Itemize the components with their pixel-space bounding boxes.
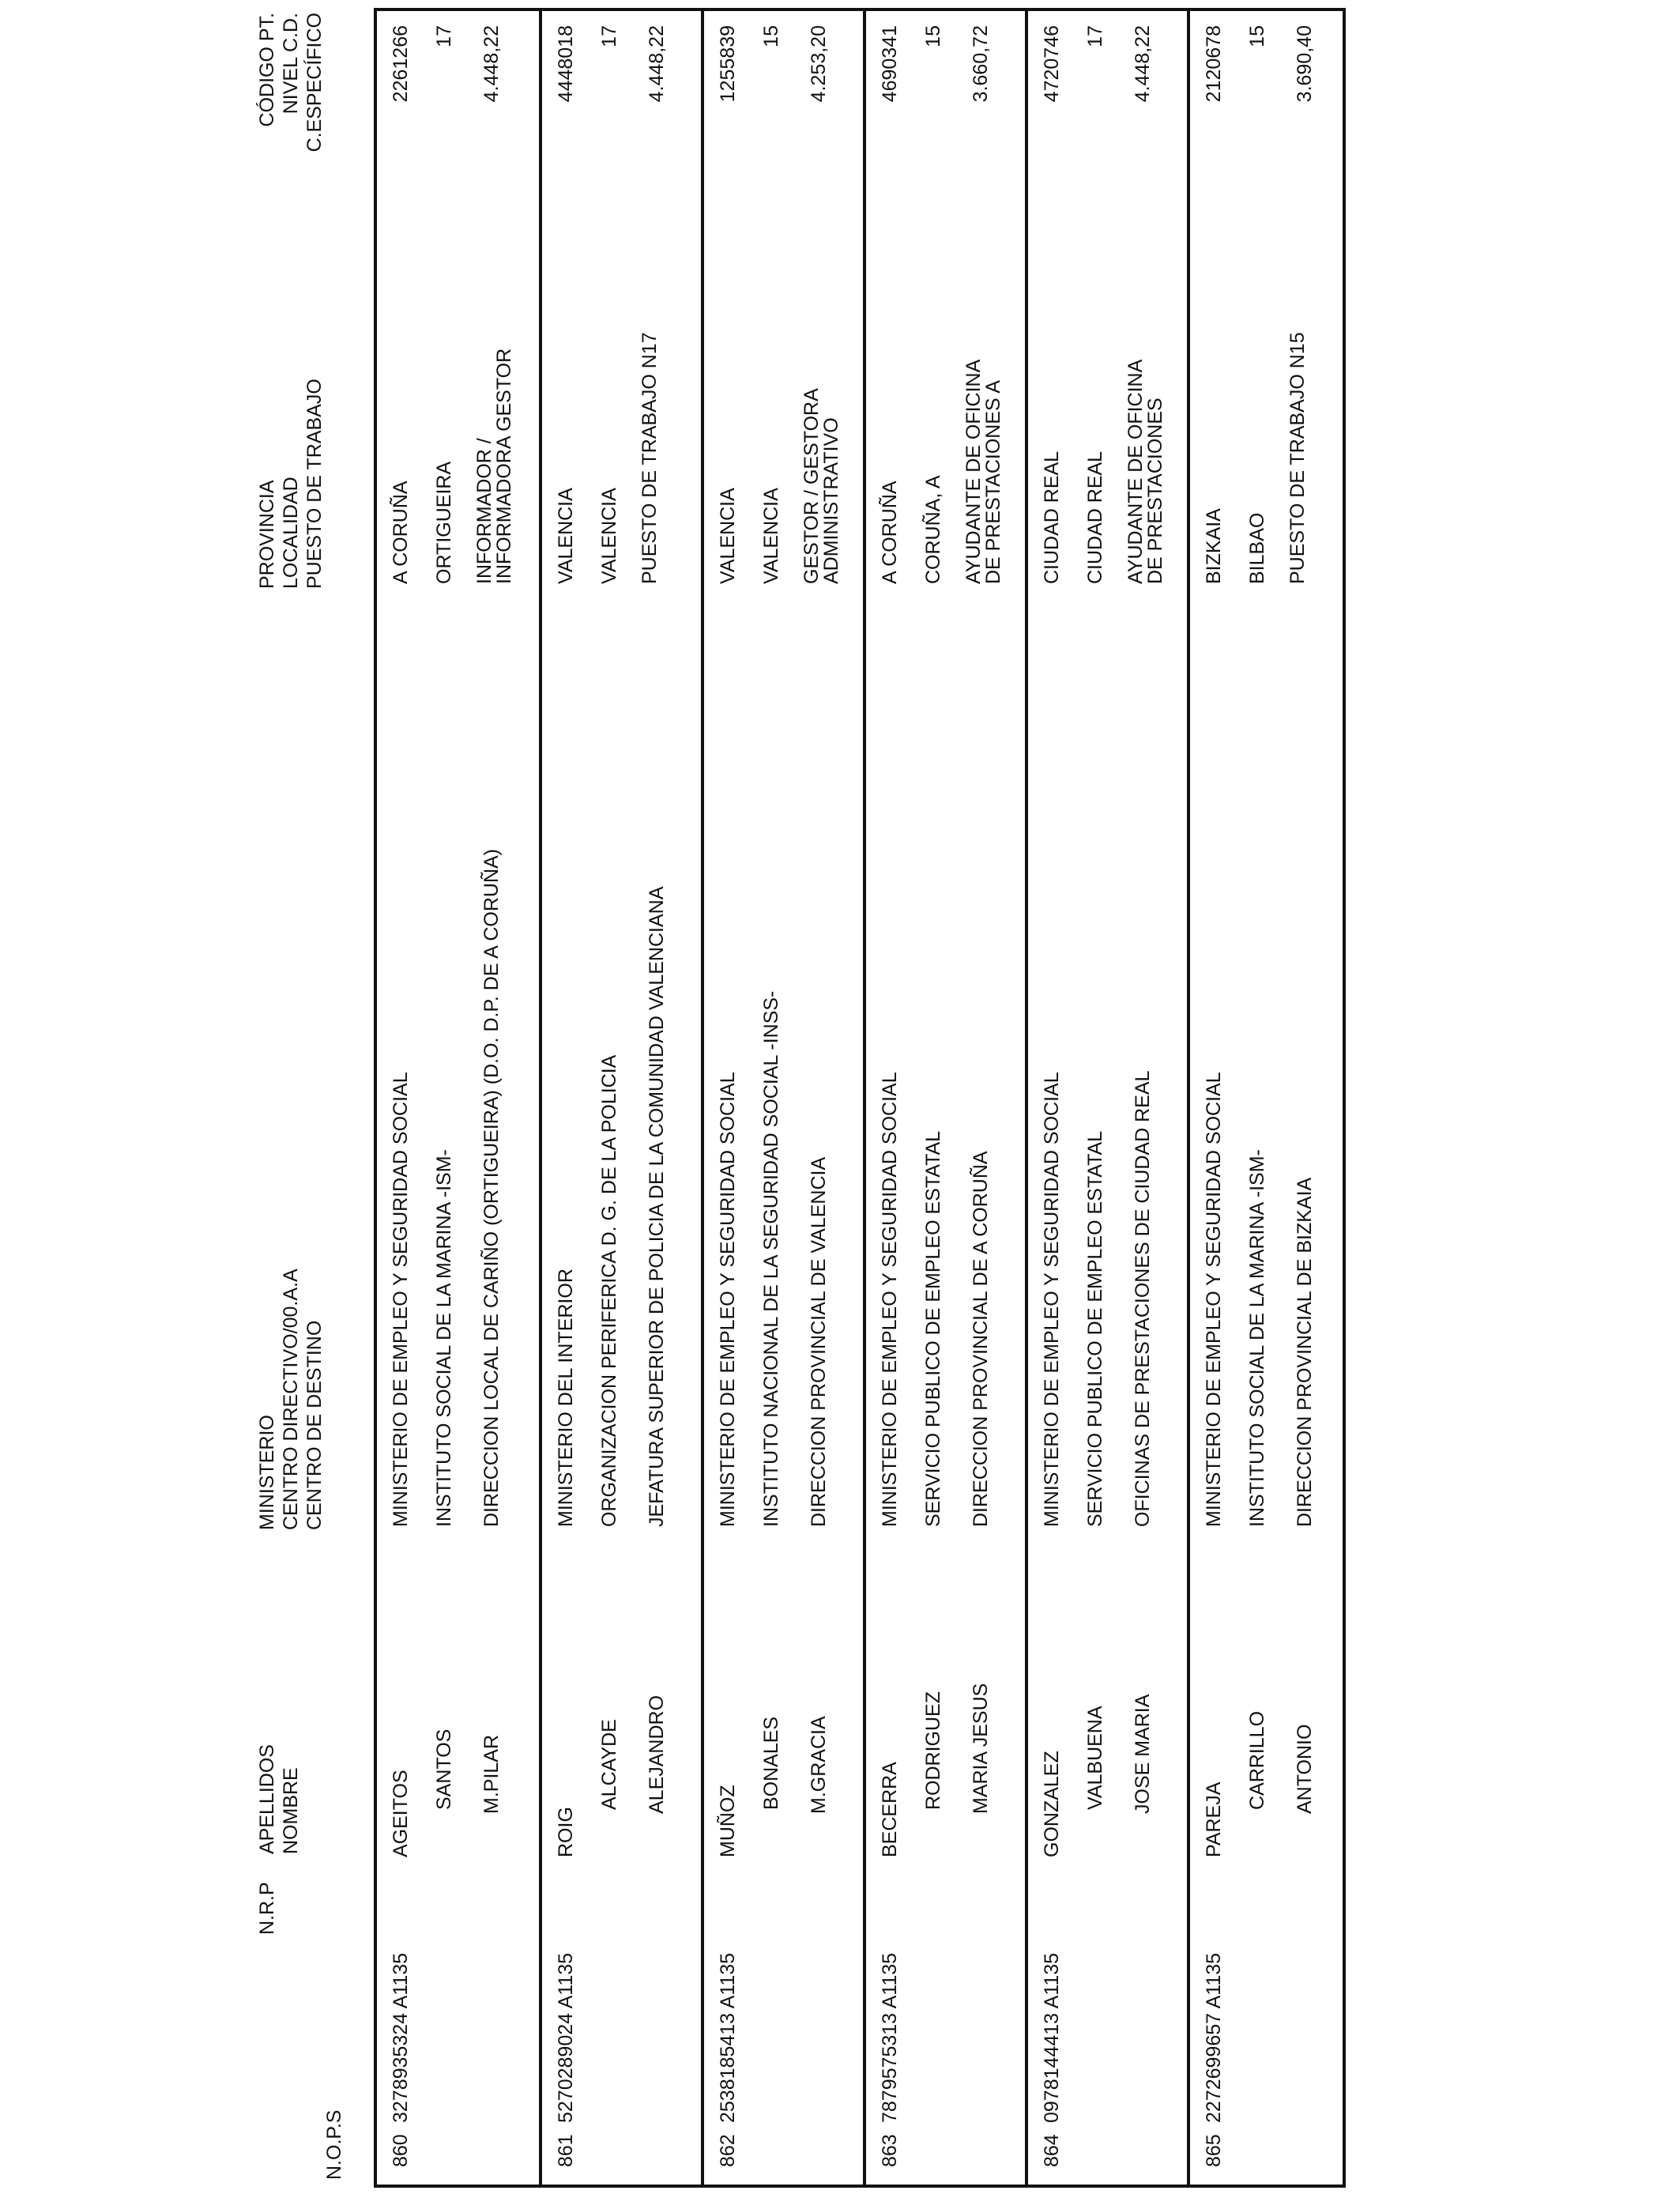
destinos-table bbox=[374, 8, 1346, 2188]
header-nrp bbox=[255, 1882, 358, 1935]
cell-localidad: ORTIGUEIRA bbox=[433, 461, 455, 584]
cell-especifico: 3.660,72 bbox=[970, 25, 992, 103]
cell-nombre: ANTONIO bbox=[1294, 1724, 1316, 1814]
cell-nivel: 15 bbox=[922, 25, 944, 47]
cell-especifico: 4.448,22 bbox=[480, 25, 503, 103]
cell-puesto: AYUDANTE DE OFICINA DE PRESTACIONES A bbox=[962, 360, 1004, 584]
cell-nrp: 5270289024 A1135 bbox=[555, 1952, 577, 2123]
cell-puesto: AYUDANTE DE OFICINA DE PRESTACIONES bbox=[1124, 360, 1166, 584]
cell-nivel: 15 bbox=[760, 25, 782, 47]
cell-codigo: 4720746 bbox=[1041, 25, 1063, 103]
header-nrp-label: N.R.P bbox=[256, 1882, 278, 1935]
cell-nombre: ALEJANDRO bbox=[646, 1695, 668, 1814]
header-apellidos-label: APELLIDOS bbox=[256, 1744, 278, 1854]
header-provincia bbox=[255, 379, 358, 589]
header-ministerio-label: MINISTERIO bbox=[256, 1415, 278, 1530]
header-nivel-label: NIVEL C.D. bbox=[280, 13, 302, 115]
header-provincia-label: PROVINCIA bbox=[256, 480, 278, 589]
cell-ministerio: MINISTERIO DE EMPLEO Y SEGURIDAD SOCIAL bbox=[1203, 1072, 1225, 1527]
table-row bbox=[863, 11, 1025, 2185]
cell-nombre: M.PILAR bbox=[480, 1734, 503, 1814]
cell-apellido1: GONZALEZ bbox=[1041, 1751, 1063, 1857]
cell-especifico: 4.448,22 bbox=[646, 25, 668, 103]
cell-codigo: 1255839 bbox=[717, 25, 739, 103]
header-apellidos bbox=[255, 1744, 358, 1854]
cell-centro-directivo: INSTITUTO SOCIAL DE LA MARINA -ISM- bbox=[433, 1149, 455, 1527]
cell-nivel: 17 bbox=[433, 25, 455, 47]
header-codigo-label: CÓDIGO PT. bbox=[256, 13, 278, 127]
cell-ministerio: MINISTERIO DE EMPLEO Y SEGURIDAD SOCIAL bbox=[390, 1072, 412, 1527]
cell-ministerio: MINISTERIO DE EMPLEO Y SEGURIDAD SOCIAL bbox=[717, 1072, 739, 1527]
cell-localidad: CIUDAD REAL bbox=[1084, 450, 1106, 584]
cell-localidad: VALENCIA bbox=[598, 488, 620, 584]
cell-puesto: GESTOR / GESTORA ADMINISTRATIVO bbox=[800, 389, 842, 584]
cell-apellido2: CARRILLO bbox=[1246, 1710, 1268, 1810]
cell-centro-directivo: ORGANIZACION PERIFERICA D. G. DE LA POLICIA bbox=[598, 1054, 620, 1527]
cell-apellido2: BONALES bbox=[760, 1716, 782, 1810]
cell-apellido2: ALCAYDE bbox=[598, 1719, 620, 1810]
cell-provincia: CIUDAD REAL bbox=[1041, 450, 1063, 584]
cell-apellido2: RODRIGUEZ bbox=[922, 1691, 944, 1810]
cell-centro-destino: DIRECCION PROVINCIAL DE BIZKAIA bbox=[1294, 1177, 1316, 1527]
header-centro-directivo-label: CENTRO DIRECTIVO/00.A.A bbox=[280, 1269, 302, 1530]
cell-codigo: 4448018 bbox=[555, 25, 577, 103]
header-codigo bbox=[255, 13, 358, 187]
cell-provincia: A CORUÑA bbox=[390, 481, 412, 584]
cell-centro-directivo: INSTITUTO NACIONAL DE LA SEGURIDAD SOCIAL -INSS- bbox=[760, 990, 782, 1527]
cell-centro-destino: DIRECCION PROVINCIAL DE VALENCIA bbox=[808, 1156, 830, 1527]
cell-apellido1: AGEITOS bbox=[390, 1770, 412, 1857]
cell-nrp: 3278935324 A1135 bbox=[390, 1952, 412, 2123]
cell-centro-destino: DIRECCION LOCAL DE CARIÑO (ORTIGUEIRA) (D.O. D.P. DE A CORUÑA) bbox=[480, 849, 503, 1527]
cell-nivel: 15 bbox=[1246, 25, 1268, 47]
cell-nivel: 17 bbox=[598, 25, 620, 47]
cell-centro-destino: OFICINAS DE PRESTACIONES DE CIUDAD REAL bbox=[1132, 1070, 1154, 1527]
cell-nombre: M.GRACIA bbox=[808, 1716, 830, 1814]
cell-provincia: BIZKAIA bbox=[1203, 508, 1225, 584]
cell-codigo: 2120678 bbox=[1203, 25, 1225, 103]
cell-codigo: 4690341 bbox=[879, 25, 901, 103]
cell-apellido1: ROIG bbox=[555, 1807, 577, 1857]
cell-provincia: VALENCIA bbox=[717, 488, 739, 584]
cell-especifico: 3.690,40 bbox=[1294, 25, 1316, 103]
cell-nombre: JOSE MARIA bbox=[1132, 1694, 1154, 1814]
header-nops-label: N.O.P.S bbox=[323, 2109, 345, 2180]
cell-apellido1: BECERRA bbox=[879, 1762, 901, 1857]
cell-localidad: CORUÑA, A bbox=[922, 475, 944, 584]
cell-num: 861 bbox=[555, 2134, 577, 2167]
cell-num: 860 bbox=[390, 2134, 412, 2167]
cell-num: 864 bbox=[1041, 2134, 1063, 2167]
cell-provincia: VALENCIA bbox=[555, 488, 577, 584]
header-localidad-label: LOCALIDAD bbox=[280, 477, 302, 589]
cell-nrp: 2272699657 A1135 bbox=[1203, 1952, 1225, 2123]
table-row bbox=[701, 11, 863, 2185]
cell-nivel: 17 bbox=[1084, 25, 1106, 47]
table-row bbox=[377, 11, 539, 2185]
cell-nrp: 0978144413 A1135 bbox=[1041, 1952, 1063, 2123]
cell-localidad: BILBAO bbox=[1246, 512, 1268, 584]
cell-centro-destino: JEFATURA SUPERIOR DE POLICIA DE LA COMUNIDAD VALENCIANA bbox=[646, 886, 668, 1527]
cell-num: 865 bbox=[1203, 2134, 1225, 2167]
cell-localidad: VALENCIA bbox=[760, 488, 782, 584]
header-especifico-label: C.ESPECÍFICO bbox=[303, 13, 326, 153]
cell-apellido2: SANTOS bbox=[433, 1728, 455, 1810]
header-centro-destino-label: CENTRO DE DESTINO bbox=[303, 1320, 326, 1530]
header-puesto-label: PUESTO DE TRABAJO bbox=[303, 379, 326, 589]
cell-especifico: 4.253,20 bbox=[808, 25, 830, 103]
cell-nrp: 2538185413 A1135 bbox=[717, 1952, 739, 2123]
cell-centro-directivo: SERVICIO PUBLICO DE EMPLEO ESTATAL bbox=[922, 1130, 944, 1527]
cell-num: 863 bbox=[879, 2134, 901, 2167]
cell-num: 862 bbox=[717, 2134, 739, 2167]
cell-ministerio: MINISTERIO DEL INTERIOR bbox=[555, 1269, 577, 1527]
cell-apellido2: VALBUENA bbox=[1084, 1706, 1106, 1810]
cell-puesto: PUESTO DE TRABAJO N15 bbox=[1286, 332, 1309, 584]
cell-apellido1: MUÑOZ bbox=[717, 1785, 739, 1857]
table-row bbox=[1187, 11, 1349, 2185]
header-nombre-label: NOMBRE bbox=[280, 1767, 302, 1854]
cell-nombre: MARIA JESUS bbox=[970, 1683, 992, 1814]
cell-ministerio: MINISTERIO DE EMPLEO Y SEGURIDAD SOCIAL bbox=[1041, 1072, 1063, 1527]
cell-nrp: 7879575313 A1135 bbox=[879, 1952, 901, 2123]
cell-ministerio: MINISTERIO DE EMPLEO Y SEGURIDAD SOCIAL bbox=[879, 1072, 901, 1527]
cell-centro-directivo: SERVICIO PUBLICO DE EMPLEO ESTATAL bbox=[1084, 1130, 1106, 1527]
cell-puesto: PUESTO DE TRABAJO N17 bbox=[638, 332, 661, 584]
cell-provincia: A CORUÑA bbox=[879, 481, 901, 584]
cell-centro-destino: DIRECCION PROVINCIAL DE A CORUÑA bbox=[970, 1151, 992, 1527]
header-ministerio bbox=[255, 1269, 358, 1530]
table-row bbox=[1025, 11, 1187, 2185]
cell-puesto: INFORMADOR / INFORMADORA GESTOR bbox=[473, 348, 515, 584]
cell-especifico: 4.448,22 bbox=[1132, 25, 1154, 103]
cell-apellido1: PAREJA bbox=[1203, 1781, 1225, 1857]
cell-centro-directivo: INSTITUTO SOCIAL DE LA MARINA -ISM- bbox=[1246, 1149, 1268, 1527]
cell-codigo: 2261266 bbox=[390, 25, 412, 103]
table-row bbox=[539, 11, 701, 2185]
